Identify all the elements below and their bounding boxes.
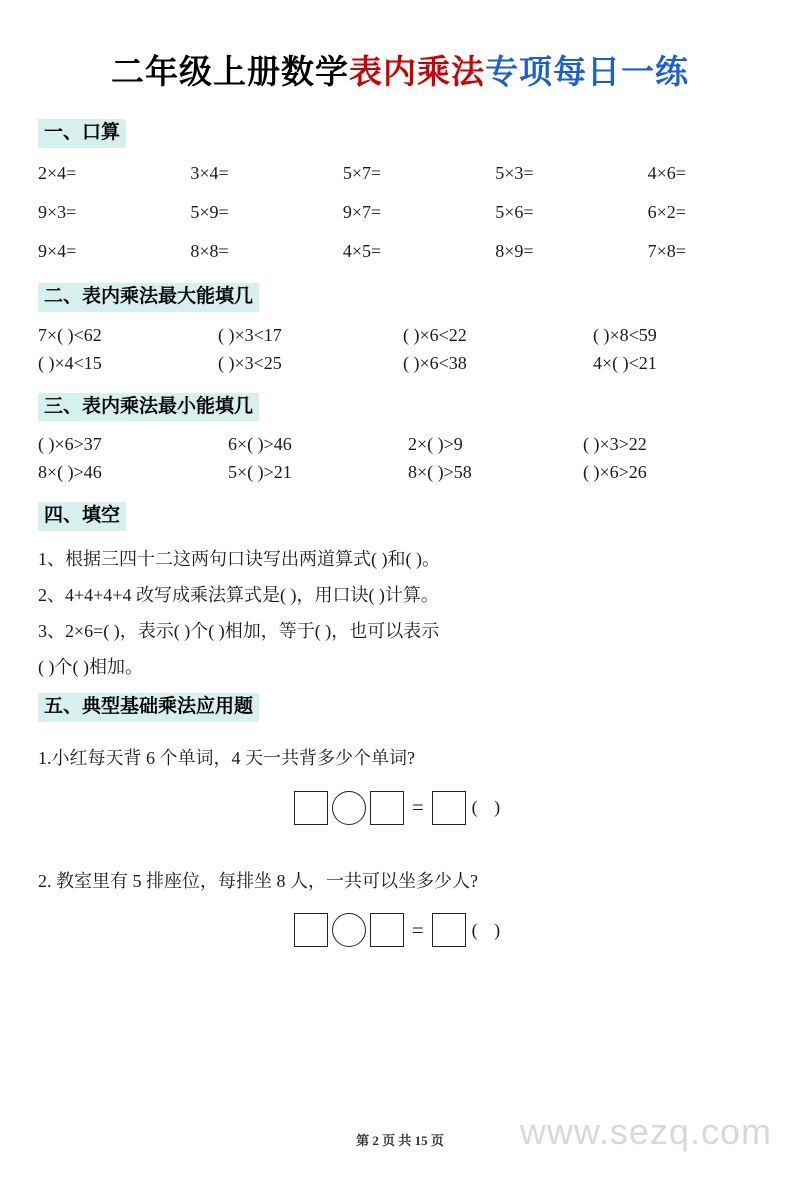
title-part-red: 表内乘法	[349, 55, 485, 91]
result-box[interactable]	[432, 791, 466, 825]
min-fill-problem: 6×( )>46	[228, 434, 292, 455]
oral-problem: 9×3=	[38, 201, 77, 222]
oral-problem: 4×5=	[342, 240, 382, 261]
blank-question-1: 1、根据三四十二这两句口诀写出两道算式( )和( )。	[38, 549, 440, 569]
answer-box[interactable]	[370, 913, 404, 947]
word-problem-2: 2. 教室里有 5 排座位，每排坐 8 人，一共可以坐多少人?	[38, 870, 478, 891]
operator-circle[interactable]	[332, 791, 366, 825]
oral-problem: 3×4=	[190, 162, 229, 183]
answer-box[interactable]	[294, 913, 328, 947]
oral-problem: 5×3=	[495, 162, 534, 183]
section-heading-max-fill: 二、表内乘法最大能填几	[38, 283, 259, 312]
min-fill-problem: 8×( )>46	[38, 462, 102, 483]
oral-problem: 6×2=	[647, 201, 686, 222]
oral-row	[38, 154, 800, 193]
oral-problem: 5×6=	[495, 201, 534, 222]
max-fill-problem: ( )×6<22	[403, 324, 467, 345]
max-fill-problem: ( )×8<59	[593, 324, 657, 345]
max-fill-problem: 7×( )<62	[38, 324, 102, 345]
min-fill-problem: 2×( )>9	[408, 434, 463, 455]
min-fill-row	[38, 462, 800, 483]
watermark: www.sezq.com	[519, 1111, 772, 1152]
min-fill-problem: ( )×6>37	[38, 434, 102, 455]
answer-area-2	[0, 913, 800, 947]
max-fill-problem: ( )×3<25	[218, 352, 282, 373]
min-fill-row	[38, 434, 800, 455]
blank-question-3-line1: 3、2×6=( )，表示( )个( )相加，等于( )，也可以表示	[38, 621, 440, 641]
min-fill-problem: ( )×3>22	[583, 434, 647, 455]
max-fill-problem: ( )×6<38	[403, 352, 467, 373]
equals-sign: =	[411, 795, 424, 820]
max-fill-problem: ( )×4<15	[38, 352, 102, 373]
min-fill-problem: ( )×6>26	[583, 462, 647, 483]
answer-box[interactable]	[294, 791, 328, 825]
section-heading-word-problems: 五、典型基础乘法应用题	[38, 693, 259, 722]
page-footer: 第 2 页 共 15 页	[356, 1133, 444, 1148]
operator-circle[interactable]	[332, 913, 366, 947]
oral-problem: 9×7=	[342, 201, 382, 222]
section-heading-oral: 一、口算	[38, 119, 126, 148]
result-box[interactable]	[432, 913, 466, 947]
oral-problem: 4×6=	[647, 162, 686, 183]
max-fill-problem: 4×( )<21	[593, 352, 657, 373]
answer-area-1	[0, 791, 800, 825]
oral-problem: 5×7=	[342, 162, 382, 183]
equals-sign: =	[411, 917, 424, 942]
max-fill-row	[38, 325, 800, 346]
section-heading-blanks: 四、填空	[38, 502, 126, 531]
oral-problem: 2×4=	[38, 162, 77, 183]
title-part-black: 二年级上册数学	[111, 55, 349, 91]
word-problem-1: 1.小红每天背 6 个单词，4 天一共背多少个单词?	[38, 747, 415, 768]
max-fill-problem: ( )×3<17	[218, 324, 282, 345]
oral-problem: 8×9=	[495, 240, 534, 261]
oral-problem: 7×8=	[647, 240, 686, 261]
oral-row	[38, 193, 800, 232]
max-fill-row	[38, 353, 800, 374]
oral-problem: 5×9=	[190, 201, 229, 222]
worksheet-page	[0, 46, 800, 1177]
page-title	[0, 46, 800, 93]
section-heading-min-fill: 三、表内乘法最小能填几	[38, 393, 259, 422]
blank-question-3-line2: ( )个( )相加。	[38, 657, 143, 677]
oral-row	[38, 232, 800, 271]
oral-problem: 8×8=	[190, 240, 229, 261]
min-fill-problem: 5×( )>21	[228, 462, 292, 483]
unit-parenthesis: ( )	[471, 797, 507, 818]
min-fill-problem: 8×( )>58	[408, 462, 472, 483]
unit-parenthesis: ( )	[471, 919, 507, 940]
oral-problem: 9×4=	[38, 240, 77, 261]
blank-question-2: 2、4+4+4+4 改写成乘法算式是( )，用口诀( )计算。	[38, 585, 439, 605]
answer-box[interactable]	[370, 791, 404, 825]
title-part-blue: 专项每日一练	[485, 55, 689, 91]
